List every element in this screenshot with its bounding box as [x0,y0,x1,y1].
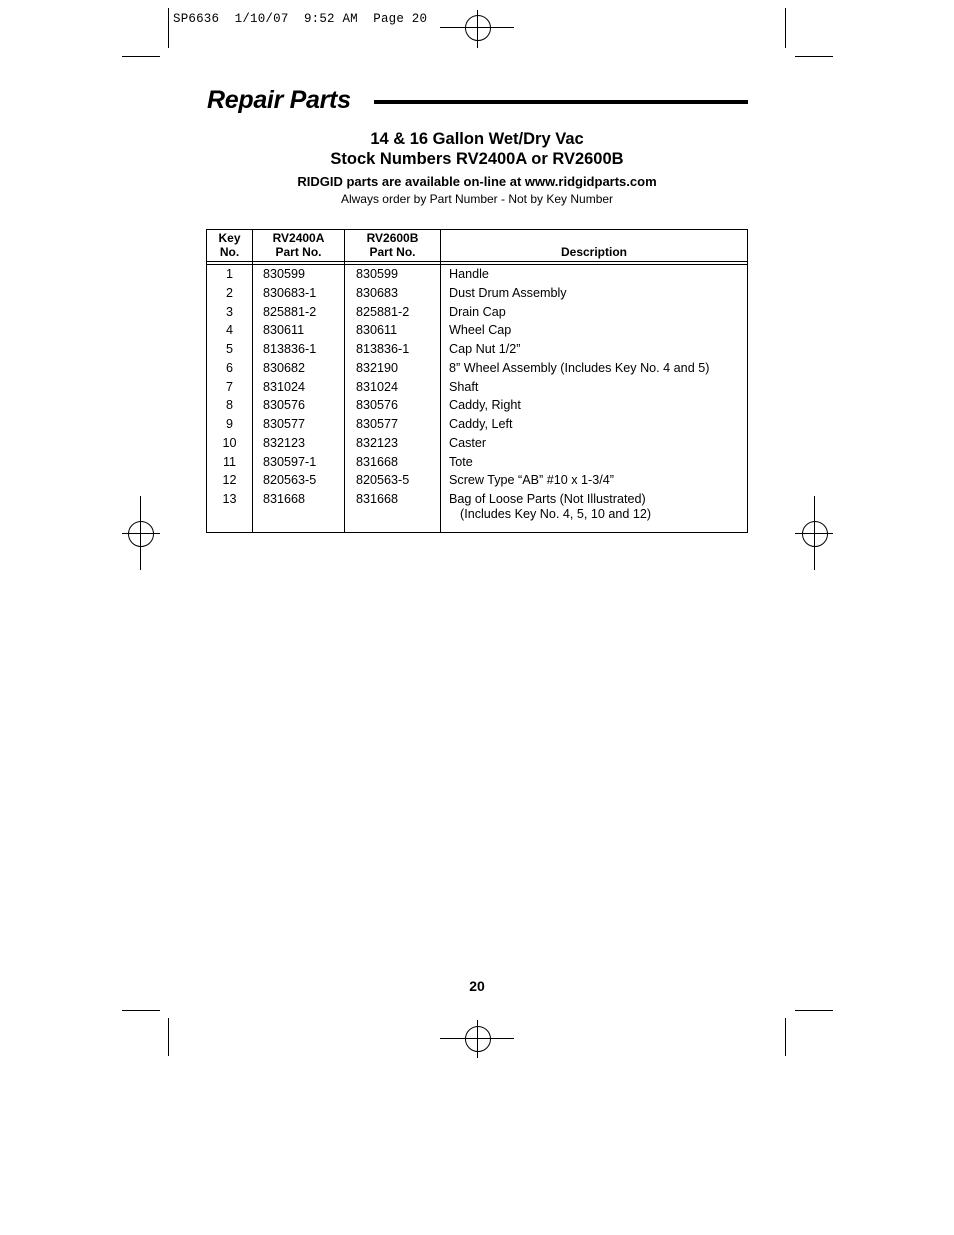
rv2400a-part-cell: 820563-5 [263,473,317,488]
rv2600b-part-cell: 813836-1 [356,342,410,356]
description-cell: Drain Cap [449,304,506,319]
title-rule [374,100,748,104]
key-cell: 10 [222,435,237,450]
header-rv2400a-line2: Part No. [275,245,322,259]
description-cell: Shaft [449,379,479,394]
table-row [207,267,747,286]
slug-time: 9:52 AM [303,12,358,26]
rv2400a-part-cell: 831668 [263,492,306,506]
rv2400a-part-cell: 830599 [263,267,306,281]
description-cell: 8” Wheel Assembly (Includes Key No. 4 and 5) [449,360,710,375]
stock-numbers-heading: Stock Numbers RV2400A or RV2600B [330,150,624,168]
description-cell: Wheel Cap [449,323,512,338]
description-cell: Cap Nut 1/2” [449,342,521,356]
header-key [207,231,252,259]
header-rv2600b [345,231,440,259]
rv2600b-part-cell: 830683 [356,285,399,300]
page-number: 20 [469,978,485,994]
rv2600b-part-cell: 832190 [356,360,399,375]
rv2600b-part-cell: 831024 [356,379,399,394]
slug-id: SP6636 [173,12,220,26]
rv2400a-part-cell: 825881-2 [263,304,317,319]
print-slug [173,12,427,26]
key-cell: 6 [225,360,233,375]
rv2600b-part-cell: 830576 [356,398,399,413]
table-row [207,473,747,492]
header-rv2400a [253,231,344,259]
key-cell: 8 [225,398,233,413]
crop-mark [785,1018,786,1056]
key-cell: 5 [225,342,233,356]
rv2600b-part-cell: 830577 [356,417,399,431]
product-heading: 14 & 16 Gallon Wet/Dry Vac [370,130,584,148]
description-cell: Handle [449,267,489,281]
rv2600b-part-cell: 832123 [356,435,399,450]
table-row [207,305,747,324]
description-cell: Dust Drum Assembly [449,285,567,300]
page-title: Repair Parts [207,86,351,114]
table-row [207,380,747,399]
table-row [207,455,747,474]
description-cell: Caddy, Right [449,398,521,413]
key-cell: 11 [222,454,237,469]
slug-page: Page 20 [373,12,428,26]
crop-mark [795,56,833,57]
header-key-line1: Key [218,231,241,245]
description-continuation: (Includes Key No. 4, 5, 10 and 12) [460,507,652,521]
crop-mark [785,8,786,48]
table-row [207,492,747,521]
availability-note: RIDGID parts are available on-line at www.ridgidparts.com [297,174,657,189]
header-rv2400a-line1: RV2400A [272,231,325,245]
rv2600b-part-cell: 831668 [356,454,399,469]
rv2600b-part-cell: 825881-2 [356,304,410,319]
key-cell: 12 [222,473,237,488]
table-row [207,398,747,417]
key-cell: 7 [225,379,233,394]
rv2400a-part-cell: 831024 [263,379,306,394]
description-cell: Caster [449,435,487,450]
header-rv2600b-line2: Part No. [369,245,416,259]
key-cell: 13 [222,492,237,506]
description-cell: Screw Type “AB” #10 x 1-3/4” [449,473,614,488]
key-cell: 2 [225,285,233,300]
slug-date: 1/10/07 [234,12,289,26]
rv2400a-part-cell: 830682 [263,360,306,375]
table-row [207,286,747,305]
rv2600b-part-cell: 830599 [356,267,399,281]
rv2400a-part-cell: 830577 [263,417,306,431]
header-rv2600b-line1: RV2600B [366,231,419,245]
header-rule [207,264,747,265]
rv2400a-part-cell: 830597-1 [263,454,317,469]
parts-table [206,229,748,533]
description-cell: Tote [449,454,473,469]
crop-mark [168,8,169,48]
rv2400a-part-cell: 830611 [263,323,305,338]
description-cell: Caddy, Left [449,417,513,431]
rv2400a-part-cell: 830683-1 [263,285,317,300]
rv2600b-part-cell: 831668 [356,492,399,506]
crop-mark [795,1010,833,1011]
table-row [207,361,747,380]
description-cell: Bag of Loose Parts (Not Illustrated) [449,492,646,506]
table-row [207,342,747,361]
header-rule [207,261,747,262]
rv2400a-part-cell: 813836-1 [263,342,317,356]
rv2600b-part-cell: 830611 [356,323,398,338]
order-note: Always order by Part Number - Not by Key Number [340,192,614,206]
key-cell: 1 [225,267,233,281]
rv2400a-part-cell: 832123 [263,435,306,450]
rv2600b-part-cell: 820563-5 [356,473,410,488]
table-row [207,417,747,436]
crop-mark [168,1018,169,1056]
key-cell: 4 [225,323,233,338]
rv2400a-part-cell: 830576 [263,398,306,413]
key-cell: 3 [225,304,233,319]
crop-mark [122,1010,160,1011]
crop-mark [122,56,160,57]
table-row [207,436,747,455]
table-row [207,323,747,342]
key-cell: 9 [225,417,233,431]
header-description: Description [560,245,627,259]
header-key-line2: No. [219,245,240,259]
